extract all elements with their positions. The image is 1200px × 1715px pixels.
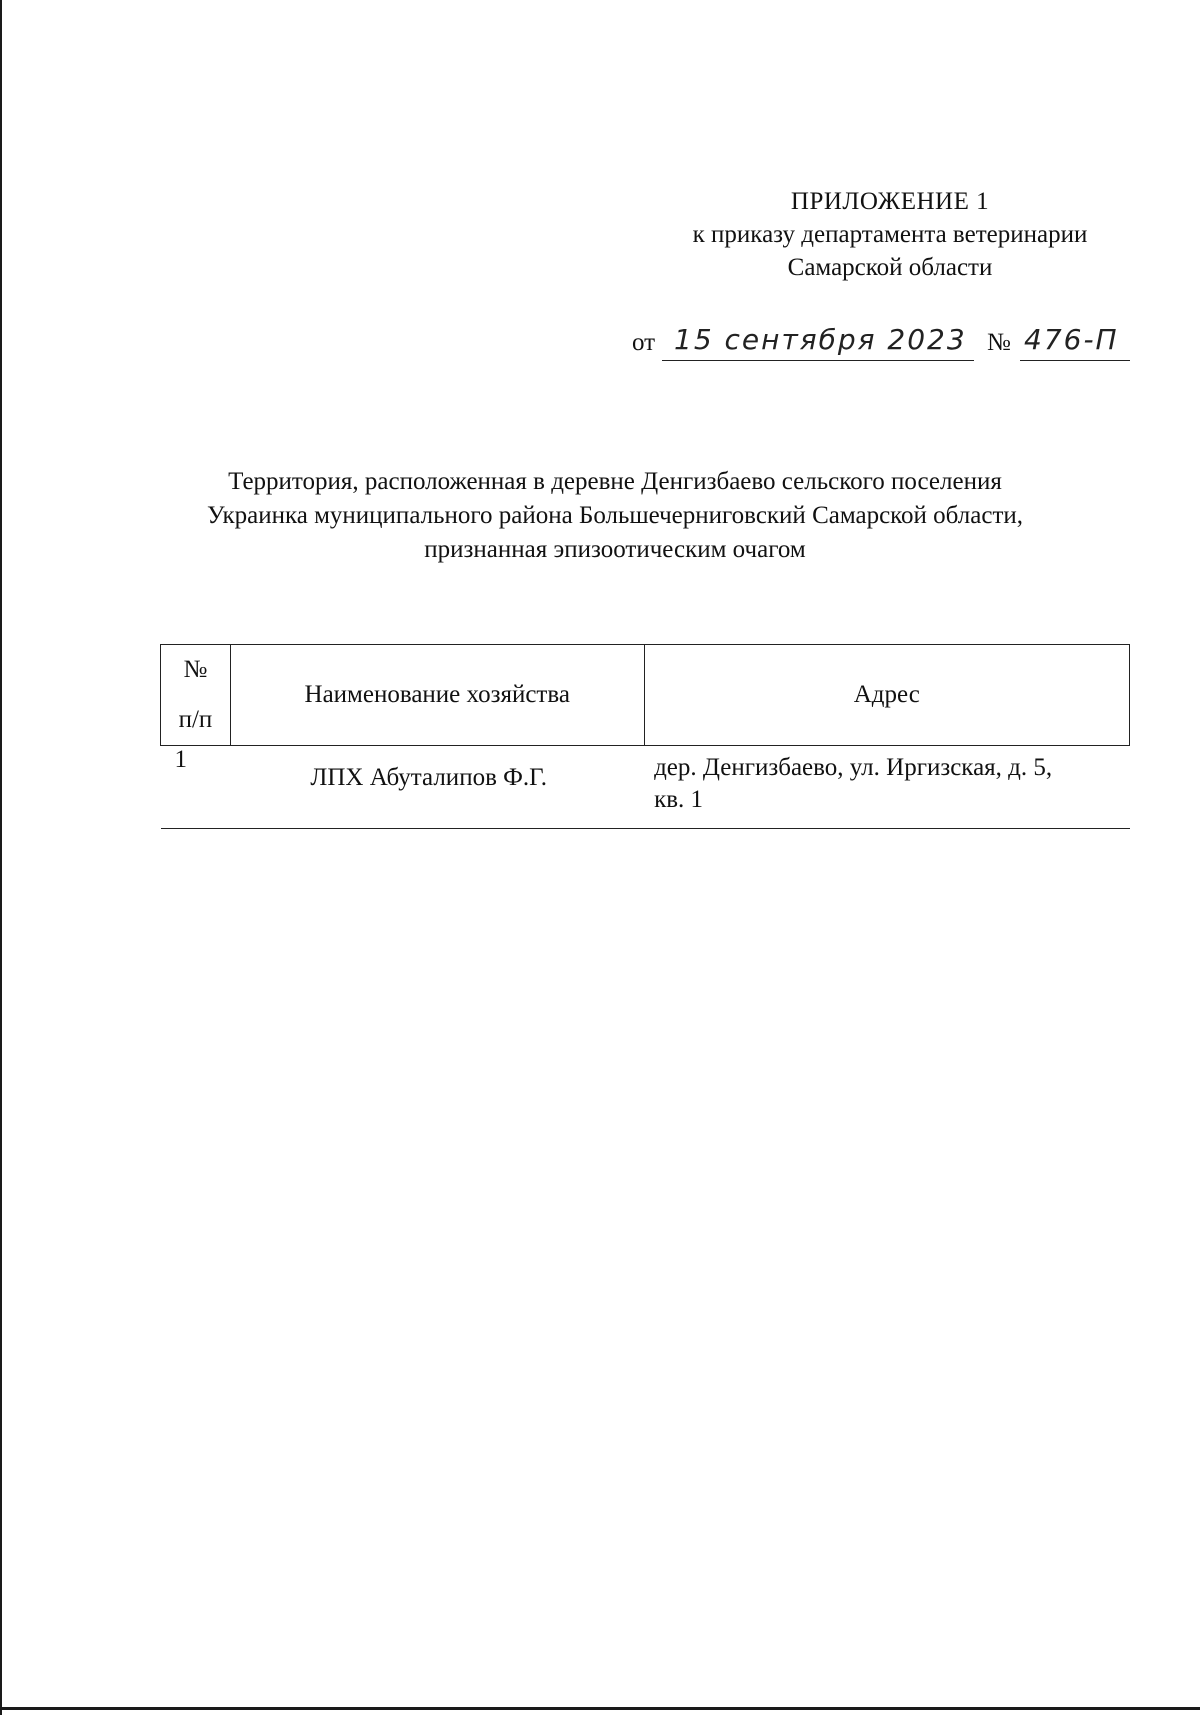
scan-bottom-edge xyxy=(0,1707,1200,1710)
row-farm-name: ЛПХ Абуталипов Ф.Г. xyxy=(230,746,644,829)
number-underline xyxy=(1020,360,1130,361)
header-number-sign: № xyxy=(183,656,208,683)
row-address xyxy=(644,746,1129,829)
territory-title xyxy=(120,465,1110,567)
appendix-subtitle-line: к приказу департамента ветеринарии xyxy=(692,221,1088,248)
territory-title-line-1: Территория, расположенная в деревне Денгизбаево сельского поселения xyxy=(228,468,1002,495)
row-number: 1 xyxy=(161,746,231,829)
from-label: от xyxy=(632,329,656,356)
scan-left-edge xyxy=(0,0,2,1715)
appendix-region-line: Самарской области xyxy=(787,254,993,281)
header-farm-name: Наименование хозяйства xyxy=(230,645,644,746)
territory-title-line-3: признанная эпизоотическим очагом xyxy=(424,536,806,563)
appendix-title: ПРИЛОЖЕНИЕ 1 xyxy=(790,188,990,215)
appendix-header xyxy=(640,185,1140,284)
handwritten-number: 476-П xyxy=(1024,323,1119,356)
farms-table xyxy=(160,644,1130,829)
date-underline xyxy=(662,360,974,361)
table-header-row xyxy=(161,645,1130,746)
territory-title-line-2: Украинка муниципального района Большечерниговский Самарской области, xyxy=(206,502,1023,529)
number-label: № xyxy=(987,329,1011,356)
row-address-line-1: дер. Денгизбаево, ул. Иргизская, д. 5, xyxy=(654,754,1053,781)
row-address-line-2: кв. 1 xyxy=(654,786,704,813)
header-number xyxy=(161,645,231,746)
header-number-pp: п/п xyxy=(178,706,213,733)
header-address: Адрес xyxy=(644,645,1129,746)
handwritten-date: 15 сентября 2023 xyxy=(674,323,967,356)
table-row xyxy=(161,746,1130,829)
